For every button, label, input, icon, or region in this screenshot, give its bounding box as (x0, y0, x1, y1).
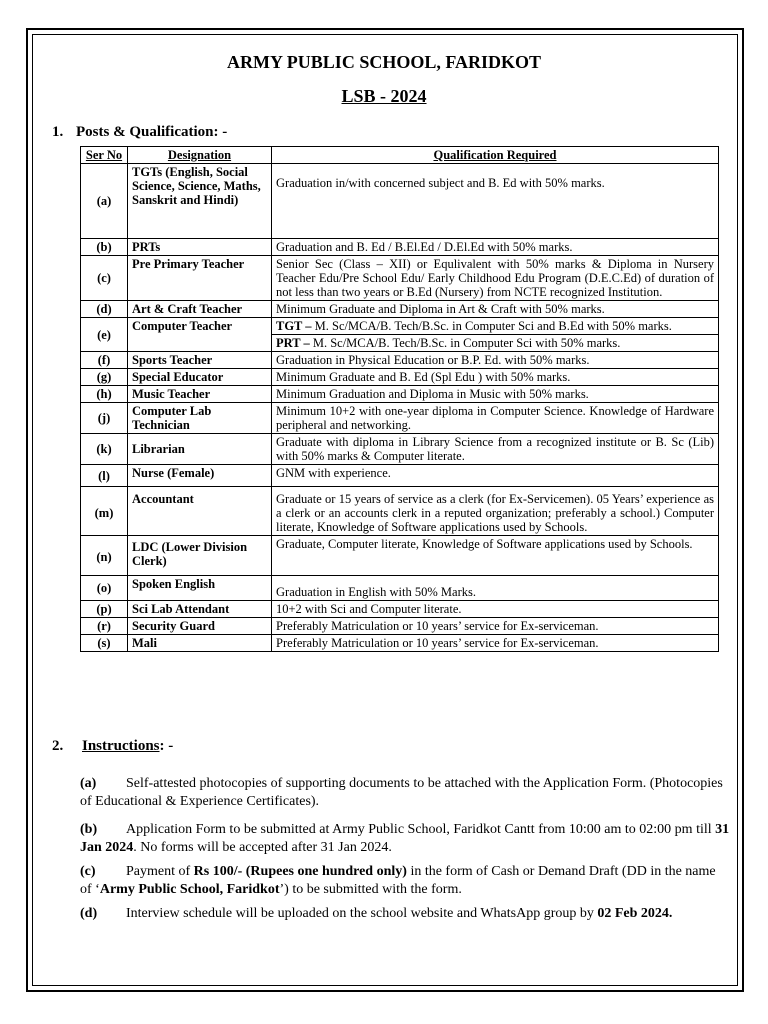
header-qualification: Qualification Required (272, 147, 719, 164)
row-qualification: Preferably Matriculation or 10 years’ service for Ex-serviceman. (272, 618, 719, 635)
row-ser: (g) (81, 369, 128, 386)
section-2-number: 2. (52, 738, 64, 754)
instruction-a-tag: (a) (80, 776, 97, 791)
section-2-suffix: : - (159, 738, 174, 754)
instruction-b-date: 31 Jan 2024 (80, 822, 730, 855)
section-1-label: Posts & Qualification: - (76, 124, 228, 140)
table-row (81, 487, 719, 536)
table-row (81, 386, 719, 403)
row-ser: (n) (81, 536, 128, 576)
row-ser: (p) (81, 601, 128, 618)
row-qualification: Minimum Graduation and Diploma in Music with 50% marks. (272, 386, 719, 403)
row-ser: (b) (81, 239, 128, 256)
instruction-b-tag: (b) (80, 822, 98, 837)
row-qualification: Graduate or 15 years of service as a clerk (for Ex-Servicemen). 05 Years’ experience as a clerk or an accounts clerk in a reputed organization; preferably a school.) Computer literate, Knowledge of Software applications used by Schools. (272, 487, 719, 536)
row-ser: (e) (81, 318, 128, 352)
row-designation: Computer Lab Technician (128, 403, 272, 434)
section-1-number: 1. (52, 124, 64, 140)
table-row (81, 618, 719, 635)
row-qualification: Minimum 10+2 with one-year diploma in Computer Science. Knowledge of Hardware peripheral and networking. (272, 403, 719, 434)
row-designation: Computer Teacher (128, 318, 272, 352)
row-qualification: Minimum Graduate and B. Ed (Spl Edu ) with 50% marks. (272, 369, 719, 386)
row-designation: Spoken English (128, 576, 272, 601)
instruction-b-text1: Application Form to be submitted at Army Public School, Faridkot Cantt from 10:00 am to 02:00 pm till (126, 822, 712, 837)
row-qualification: GNM with experience. (272, 465, 719, 487)
table-row (81, 635, 719, 652)
row-ser: (m) (81, 487, 128, 536)
instruction-d (80, 905, 740, 923)
row-ser: (d) (81, 301, 128, 318)
tgt-label: TGT – (276, 319, 312, 333)
row-qualification: Minimum Graduate and Diploma in Art & Craft with 50% marks. (272, 301, 719, 318)
section-1-heading (52, 124, 227, 141)
instruction-c-amount: Rs 100/- (Rupees one hundred only) (193, 864, 407, 879)
instruction-c (80, 863, 730, 899)
row-ser: (h) (81, 386, 128, 403)
prt-text: M. Sc/MCA/B. Tech/B.Sc. in Computer Sci with 50% marks. (312, 336, 621, 350)
table-row (81, 576, 719, 601)
row-qualification: Graduation and B. Ed / B.El.Ed / D.El.Ed with 50% marks. (272, 239, 719, 256)
instruction-b-text2: . No forms will be accepted after 31 Jan 2024. (133, 840, 392, 855)
table-header-row (81, 147, 719, 164)
row-ser: (s) (81, 635, 128, 652)
table-row (81, 164, 719, 239)
row-designation: Nurse (Female) (128, 465, 272, 487)
table-row (81, 601, 719, 618)
row-designation: LDC (Lower Division Clerk) (128, 536, 272, 576)
row-qualification: Graduation in Physical Education or B.P. Ed. with 50% marks. (272, 352, 719, 369)
instruction-d-text: Interview schedule will be uploaded on the school website and WhatsApp group by (126, 906, 594, 921)
row-designation: Art & Craft Teacher (128, 301, 272, 318)
row-designation: Librarian (128, 434, 272, 465)
instruction-a (80, 775, 730, 811)
row-qualification: Senior Sec (Class – XII) or Equlivalent with 50% marks & Diploma in Nursery Teacher Edu/Pre School Edu/ Early Childhood Edu Program (D.E.C.Ed) of duration of not less than two years or B.Ed (Nursery) from NCTE recognized Institution. (272, 256, 719, 301)
header-ser-no: Ser No (81, 147, 128, 164)
row-ser: (o) (81, 576, 128, 601)
row-qualification: Graduate, Computer literate, Knowledge of Software applications used by Schools. (272, 536, 719, 576)
row-designation: Sci Lab Attendant (128, 601, 272, 618)
document-subtitle: LSB - 2024 (341, 86, 427, 106)
section-2-label: Instructions (82, 738, 160, 754)
row-ser: (k) (81, 434, 128, 465)
table-row (81, 369, 719, 386)
row-designation: TGTs (English, Social Science, Science, Maths, Sanskrit and Hindi) (128, 164, 272, 239)
header-designation: Designation (128, 147, 272, 164)
row-designation: Special Educator (128, 369, 272, 386)
row-designation: Sports Teacher (128, 352, 272, 369)
row-ser: (r) (81, 618, 128, 635)
row-designation: Accountant (128, 487, 272, 536)
section-2-heading (52, 738, 173, 755)
row-qualification: Graduation in/with concerned subject and B. Ed with 50% marks. (272, 164, 719, 239)
document-title: ARMY PUBLIC SCHOOL, FARIDKOT (226, 52, 541, 72)
table-row (81, 403, 719, 434)
prt-label: PRT – (276, 336, 310, 350)
row-qualification: 10+2 with Sci and Computer literate. (272, 601, 719, 618)
tgt-text: M. Sc/MCA/B. Tech/B.Sc. in Computer Sci and B.Ed with 50% marks. (314, 319, 672, 333)
table-row (81, 536, 719, 576)
instruction-d-date: 02 Feb 2024. (597, 906, 673, 921)
row-ser: (a) (81, 164, 128, 239)
row-designation: PRTs (128, 239, 272, 256)
row-designation: Mali (128, 635, 272, 652)
row-ser: (j) (81, 403, 128, 434)
instruction-d-tag: (d) (80, 906, 98, 921)
row-designation: Security Guard (128, 618, 272, 635)
table-row (81, 434, 719, 465)
table-row (81, 465, 719, 487)
instruction-c-school: Army Public School, Faridkot (99, 882, 280, 897)
instruction-c-tag: (c) (80, 864, 96, 879)
row-ser: (f) (81, 352, 128, 369)
row-designation: Music Teacher (128, 386, 272, 403)
instruction-c-text1: Payment of (126, 864, 191, 879)
table-row (81, 301, 719, 318)
instruction-a-text: Self-attested photocopies of supporting documents to be attached with the Application Form. (Photocopies of Educational & Experience Certificates). (80, 776, 723, 809)
row-qualification: Graduate with diploma in Library Science from a recognized institute or B. Sc (Lib) with 50% marks & Computer literate. (272, 434, 719, 465)
row-qualification: Preferably Matriculation or 10 years’ service for Ex-serviceman. (272, 635, 719, 652)
row-qualification-prt (272, 335, 719, 352)
row-ser: (c) (81, 256, 128, 301)
instruction-b (80, 821, 730, 857)
instruction-c-text3: ’) to be submitted with the form. (279, 882, 462, 897)
table-row (81, 256, 719, 301)
table-row (81, 352, 719, 369)
row-designation: Pre Primary Teacher (128, 256, 272, 301)
table-row (81, 239, 719, 256)
row-qualification: Graduation in English with 50% Marks. (272, 576, 719, 601)
table-row (81, 318, 719, 335)
row-qualification-tgt (272, 318, 719, 335)
posts-table (80, 146, 719, 652)
instruction-c-text2: in the form of Cash or Demand Draft (DD in the name of ‘ (80, 864, 716, 897)
row-ser: (l) (81, 465, 128, 487)
